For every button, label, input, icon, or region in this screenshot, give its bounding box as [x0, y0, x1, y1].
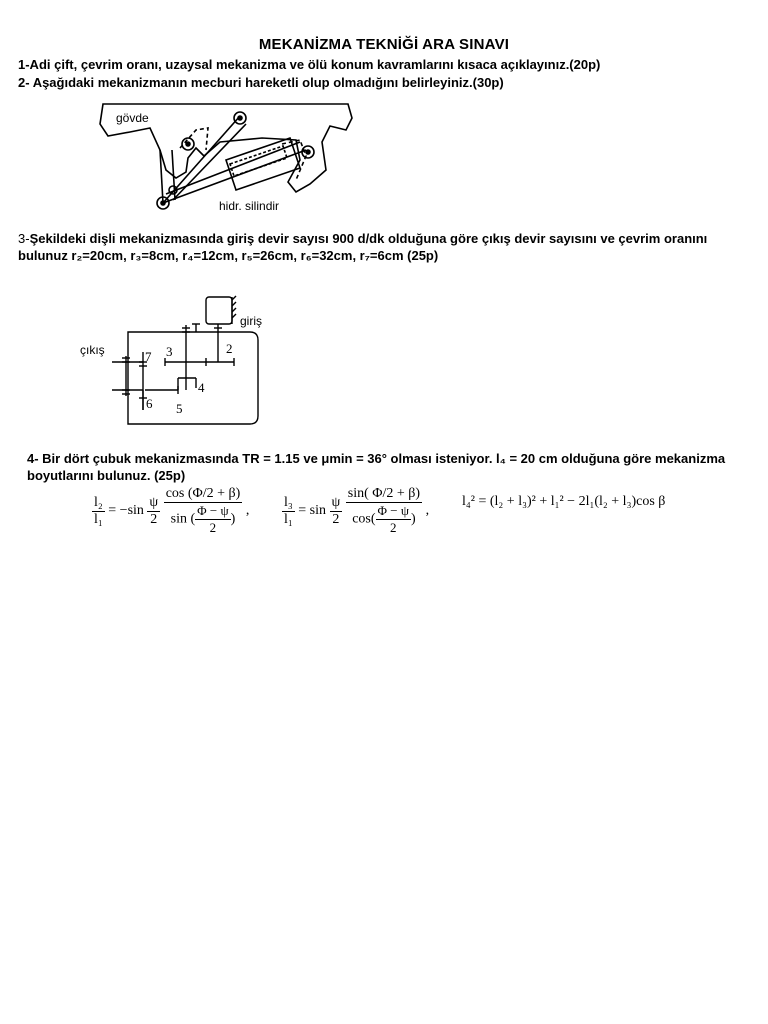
gear-2-number: 2	[226, 341, 233, 356]
gear-6-number: 6	[146, 396, 153, 411]
gear-7-number: 7	[145, 349, 152, 364]
formula-2: $\frac{\text{l₃}}{\text{l₁}}$ = sin $\frac{\psi}{2}$ sin( Φ/2 + β) cos( $\frac{\Phi - \psi}{2}$ ) ,	[284, 486, 430, 535]
question-4-line-2: boyutlarını bulunuz. (25p)	[27, 468, 186, 483]
cylinder-label: hidr. silindir	[219, 199, 280, 213]
formula-3: l₄² = (l₂ + l₃)² + l₁² − 2l₁(l₂ + l₃)cos β	[462, 494, 666, 509]
page-title: MEKANİZMA TEKNİĞİ ARA SINAVI	[258, 36, 510, 53]
question-1: 1-Adi çift, çevrim oranı, uzaysal mekanizma ve ölü konum kavramlarını kısaca açıklayınız.(20p)	[18, 57, 601, 72]
gear-3-number: 3	[166, 344, 173, 359]
input-motor	[206, 297, 232, 324]
question-3-text: Şekildeki dişli mekanizmasında giriş devir sayısı 900 d/dk olduğuna göre çıkış devir sayısını ve çevrim oranını	[29, 231, 708, 246]
output-label: çıkış	[80, 343, 105, 357]
question-3-prefix: 3-	[18, 231, 30, 246]
question-3-line-2: bulunuz r₂=20cm, r₃=8cm, r₄=12cm, r₅=26cm, r₆=32cm, r₇=6cm (25p)	[18, 248, 439, 263]
gear-4-number: 4	[198, 380, 205, 395]
question-4-line-1: 4- Bir dört çubuk mekanizmasında TR = 1.15 ve μmin = 36° olması isteniyor. l₄ = 20 cm olduğuna göre mekanizma	[27, 451, 726, 466]
input-label: giriş	[240, 314, 263, 328]
gear-5-number: 5	[176, 401, 183, 416]
body-label: gövde	[116, 111, 149, 125]
formula-1: $\frac{\text{l₂}}{\text{l₁}}$ = −sin $\frac{\psi}{2}$ cos (Φ/2 + β) sin ( $\frac{\Phi - \psi}{2}$ ) ,	[94, 486, 250, 535]
question-2: 2- Aşağıdaki mekanizmanın mecburi hareketli olup olmadığını belirleyiniz.(30p)	[18, 75, 504, 90]
